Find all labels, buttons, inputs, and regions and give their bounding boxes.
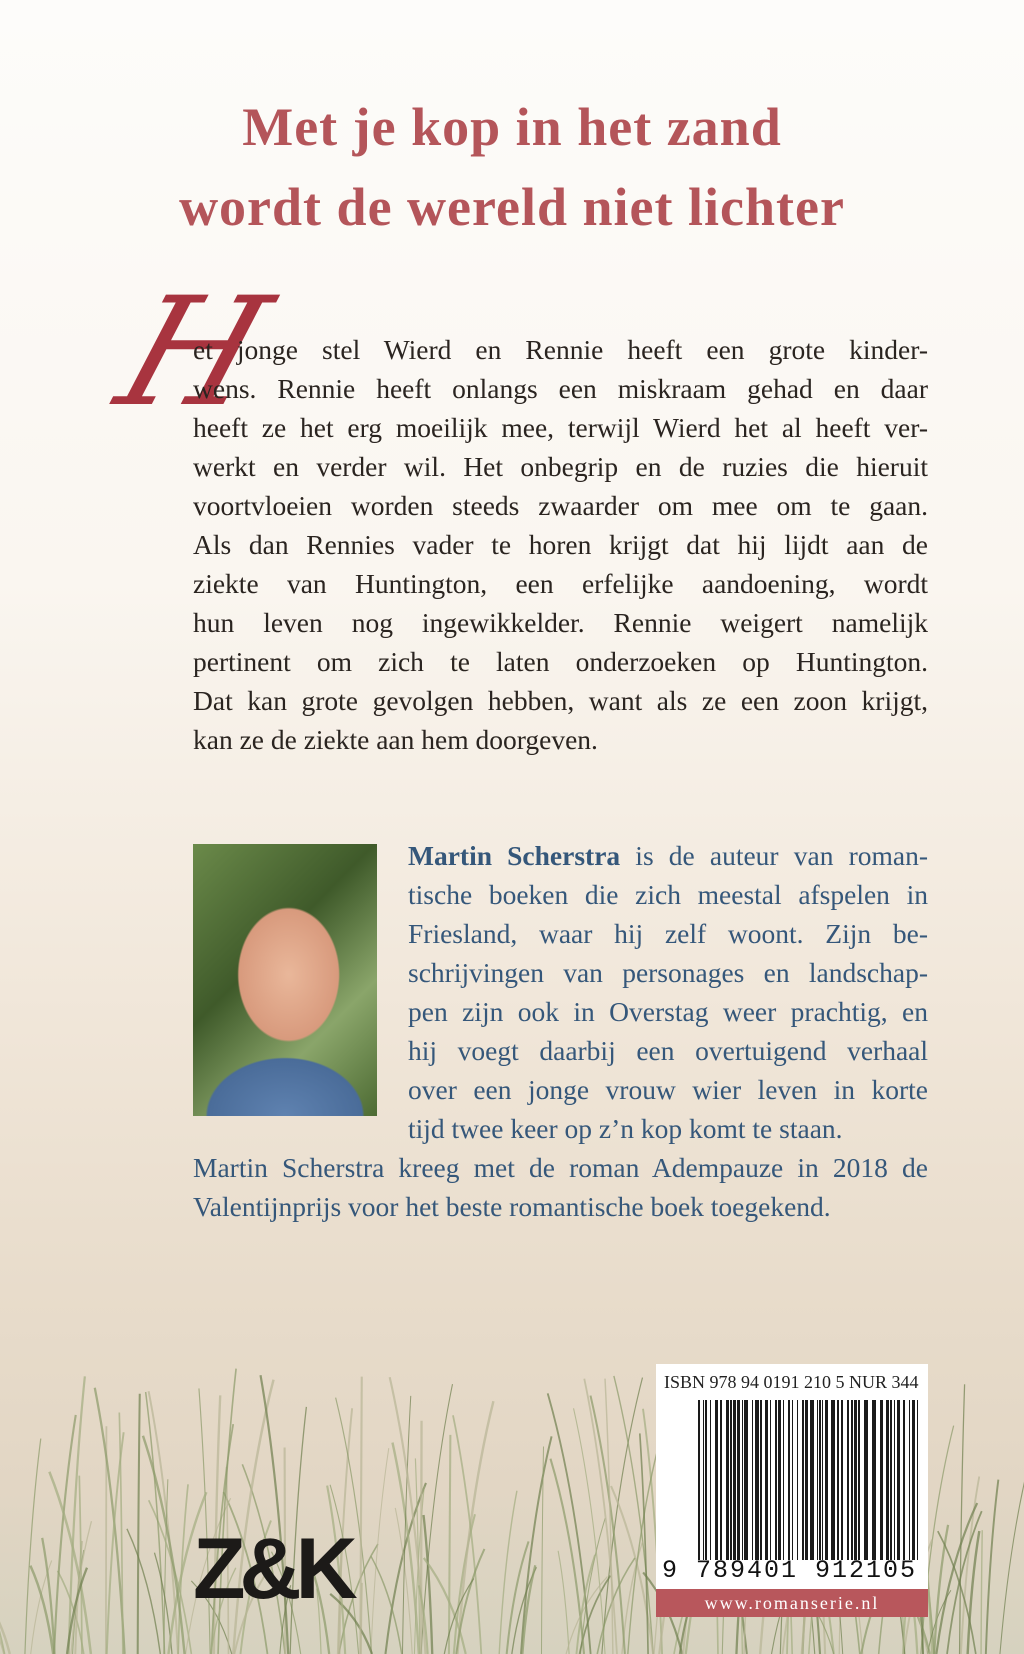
barcode-bar xyxy=(880,1400,883,1560)
barcode-bar xyxy=(864,1400,868,1560)
blurb-line: hun leven nog ingewikkelder. Rennie weigert namelijk xyxy=(193,607,928,638)
grass-blade xyxy=(449,1435,450,1654)
barcode-bar xyxy=(917,1400,918,1560)
bio-line: hij voegt daarbij een overtuigend verhaal xyxy=(408,1035,928,1066)
barcode-bar xyxy=(872,1400,876,1560)
barcode-bar xyxy=(890,1400,892,1560)
grass-blade xyxy=(30,1566,53,1654)
barcode-bar xyxy=(886,1400,889,1560)
bio-line: Valentijnprijs voor het beste romantische boek toegekend. xyxy=(193,1191,831,1222)
bio-line: Friesland, waar hij zelf woont. Zijn be- xyxy=(408,918,928,949)
grass-blade xyxy=(25,1439,41,1654)
isbn-text: ISBN 978 94 0191 210 5 NUR 344 xyxy=(664,1372,919,1392)
blurb-paragraph xyxy=(193,330,928,759)
barcode-bar xyxy=(903,1400,905,1560)
barcode-bar xyxy=(822,1400,823,1560)
barcode-bar xyxy=(847,1400,849,1560)
barcode-bar xyxy=(730,1400,732,1560)
barcode-bar xyxy=(788,1400,790,1560)
blurb-line: wens. Rennie heeft onlangs een miskraam gehad en daar xyxy=(193,373,928,404)
barcode-number: 9 789401 912105 xyxy=(662,1556,918,1585)
barcode-bar xyxy=(841,1400,843,1560)
blurb-line: werkt en verder wil. Het onbegrip en de ruzies die hieruit xyxy=(193,451,928,482)
barcode-bar xyxy=(912,1400,915,1560)
grass-blade xyxy=(127,1529,160,1654)
website-link[interactable]: www.romanserie.nl xyxy=(656,1589,928,1617)
barcode-bar xyxy=(737,1400,740,1560)
grass-blade xyxy=(548,1393,591,1654)
barcode-bar xyxy=(705,1400,707,1560)
barcode-bar xyxy=(802,1400,804,1560)
barcode-bar xyxy=(858,1400,860,1560)
author-bio xyxy=(193,836,928,1226)
bio-line: tische boeken die zich meestal afspelen in xyxy=(408,879,928,910)
headline-line-2: wordt de wereld niet lichter xyxy=(179,177,845,237)
barcode-bar xyxy=(831,1400,835,1560)
barcode-bar xyxy=(783,1400,784,1560)
bio-line: Martin Scherstra kreeg met de roman Adempauze in 2018 de xyxy=(193,1152,928,1183)
publisher-logo: Z&K xyxy=(193,1521,352,1617)
grass-blade xyxy=(421,1384,452,1654)
barcode-bar xyxy=(894,1400,895,1560)
blurb-line: heeft ze het erg moeilijk mee, terwijl Wierd het al heeft ver- xyxy=(193,412,928,443)
barcode-bar xyxy=(698,1400,700,1560)
barcode-bar xyxy=(810,1400,814,1560)
blurb-line: pertinent om zich te laten onderzoeken op Huntington. xyxy=(193,646,928,677)
barcode-bar xyxy=(726,1400,729,1560)
barcode-bar xyxy=(797,1400,798,1560)
barcode-bar xyxy=(792,1400,793,1560)
bio-line: over een jonge vrouw wier leven in korte xyxy=(408,1074,928,1105)
barcode-bar xyxy=(744,1400,748,1560)
grass-blade xyxy=(640,1433,648,1654)
barcode-bar xyxy=(775,1400,777,1560)
blurb-line: et jonge stel Wierd en Rennie heeft een grote kinder- xyxy=(193,334,928,365)
blurb-line: voortvloeien worden steeds zwaarder om mee om te gaan. xyxy=(193,490,928,521)
drop-cap: H xyxy=(99,266,288,440)
barcode-bar xyxy=(733,1400,736,1560)
barcode-bar xyxy=(752,1400,753,1560)
blurb-line: Dat kan grote gevolgen hebben, want als ze een zoon krijgt, xyxy=(193,685,928,716)
blurb-line: ziekte van Huntington, een erfelijke aandoening, wordt xyxy=(193,568,928,599)
barcode-bar xyxy=(703,1400,704,1560)
author-name: Martin Scherstra xyxy=(408,840,621,871)
grass-blade xyxy=(558,1551,569,1654)
barcode-bar xyxy=(755,1400,759,1560)
bio-line: schrijvingen van personages en landschap- xyxy=(408,957,928,988)
barcode-bar xyxy=(851,1400,853,1560)
blurb-line: Als dan Rennies vader te horen krijgt dat hij lijdt aan de xyxy=(193,529,928,560)
bio-line: pen zijn ook in Overstag weer prachtig, en xyxy=(408,996,928,1027)
barcode-bar xyxy=(765,1400,768,1560)
grass-blade xyxy=(42,1538,54,1654)
grass-blade xyxy=(499,1491,517,1654)
grass-blade xyxy=(0,1558,5,1654)
barcode-bar xyxy=(854,1400,857,1560)
barcode-bar xyxy=(825,1400,828,1560)
barcode-bar xyxy=(909,1400,910,1560)
bio-line: tijd twee keer op z’n kop komt te staan. xyxy=(408,1113,843,1144)
isbn-barcode-box xyxy=(656,1364,928,1617)
headline-line-1: Met je kop in het zand xyxy=(242,97,782,157)
barcode-bar xyxy=(897,1400,900,1560)
barcode-bar xyxy=(805,1400,808,1560)
bio-text: is de auteur van roman- xyxy=(620,840,928,871)
barcode-bar xyxy=(715,1400,718,1560)
barcode-bar xyxy=(837,1400,839,1560)
barcode-bar xyxy=(817,1400,818,1560)
barcode-bar xyxy=(720,1400,722,1560)
grass-blade xyxy=(986,1480,999,1654)
barcode-bar xyxy=(710,1400,711,1560)
bio-line xyxy=(408,836,928,875)
barcode-bar xyxy=(760,1400,762,1560)
grass-blade xyxy=(360,1377,361,1654)
barcode-bar xyxy=(819,1400,821,1560)
barcode-bar xyxy=(770,1400,771,1560)
grass-blade xyxy=(934,1525,948,1654)
barcode xyxy=(698,1400,920,1560)
grass-blade xyxy=(981,1530,982,1654)
grass-blade xyxy=(1000,1428,1024,1654)
grass-blade xyxy=(138,1394,140,1654)
barcode-bar xyxy=(778,1400,781,1560)
barcode-bar xyxy=(742,1400,743,1560)
grass-blade xyxy=(392,1443,418,1654)
blurb-line: kan ze de ziekte aan hem doorgeven. xyxy=(193,724,598,755)
